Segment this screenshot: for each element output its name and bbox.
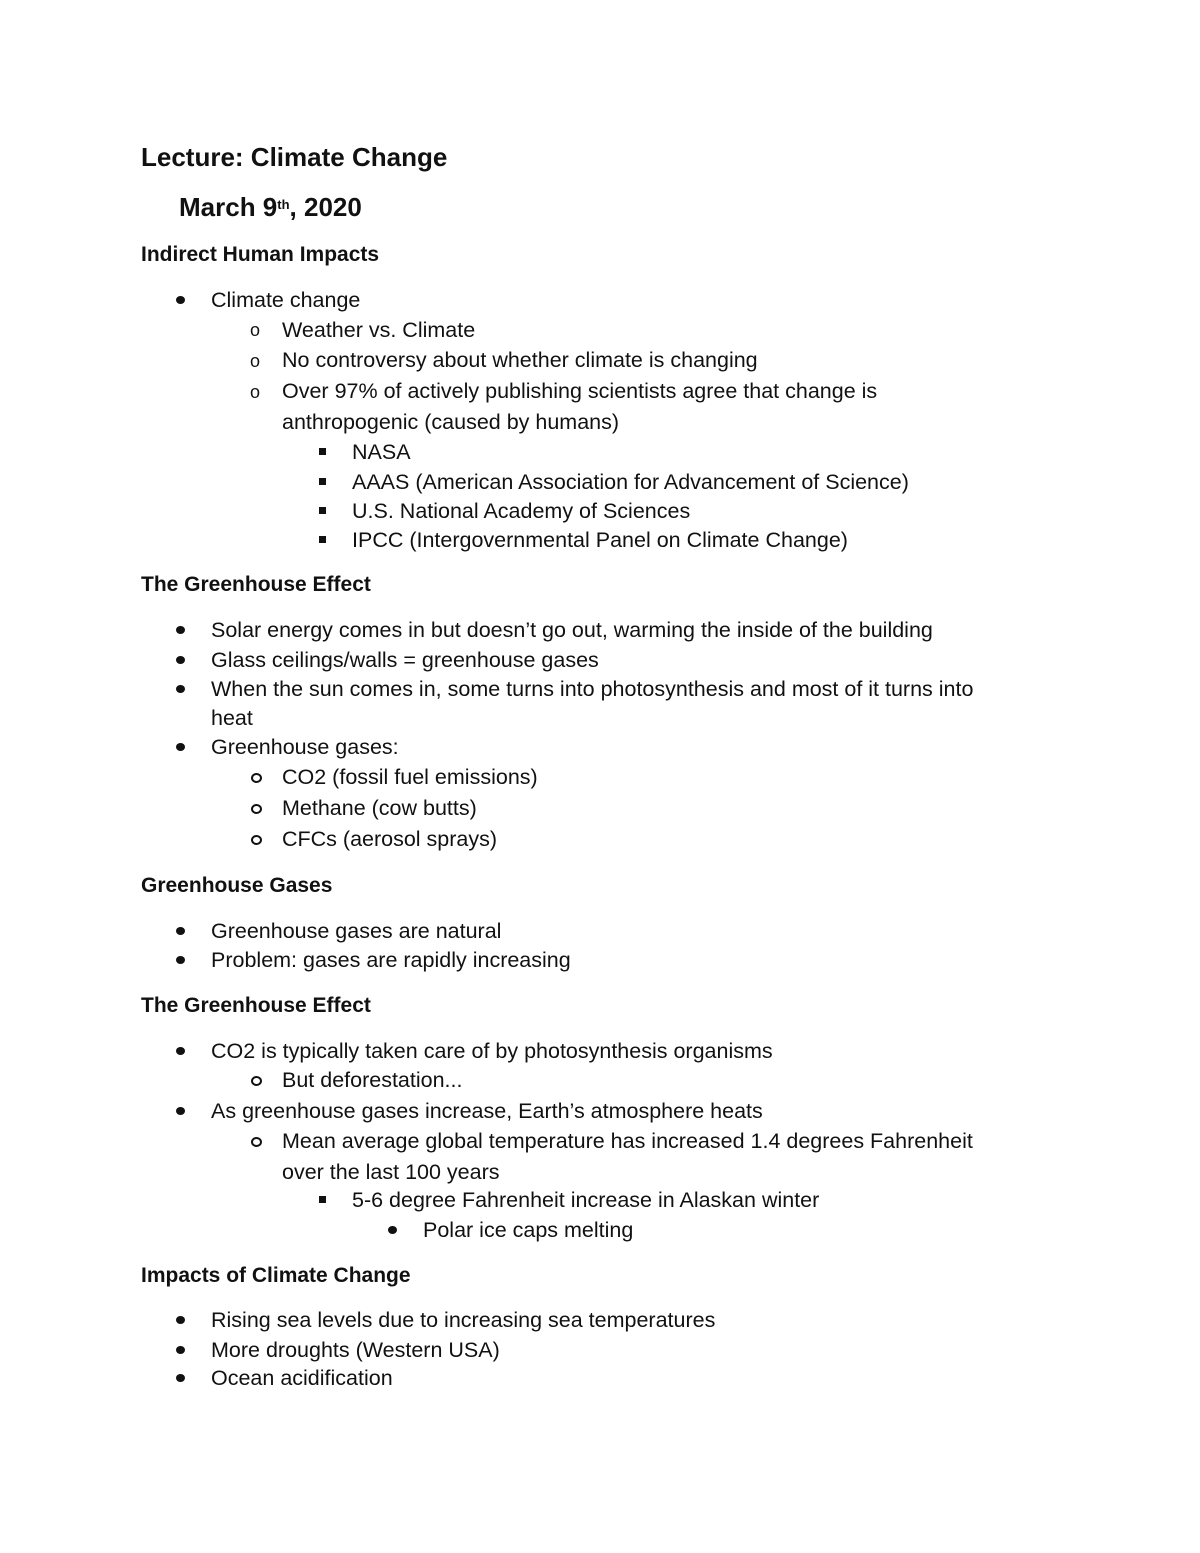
list-item: U.S. National Academy of Sciences: [352, 499, 691, 523]
list-item: No controversy about whether climate is changing: [282, 348, 758, 372]
bullet-disc: [176, 656, 185, 664]
list-item: Problem: gases are rapidly increasing: [211, 948, 571, 972]
bullet-ring: [251, 1137, 262, 1147]
list-item: Climate change: [211, 288, 361, 312]
bullet-disc: [176, 296, 185, 304]
list-item: Over 97% of actively publishing scientists agree that change is: [282, 379, 878, 403]
list-item: But deforestation...: [282, 1068, 463, 1092]
bullet-square: [319, 478, 326, 485]
list-item: Rising sea levels due to increasing sea temperatures: [211, 1308, 716, 1332]
bullet-disc: [388, 1226, 397, 1234]
bullet-disc: [176, 1374, 185, 1382]
bullet-circle: o: [250, 351, 261, 371]
list-item: Greenhouse gases:: [211, 735, 399, 759]
list-item: NASA: [352, 440, 411, 464]
list-item-continuation: anthropogenic (caused by humans): [282, 410, 620, 434]
section-heading: The Greenhouse Effect: [141, 994, 371, 1017]
bullet-circle: o: [250, 320, 261, 340]
bullet-square: [319, 448, 326, 455]
bullet-disc: [176, 1047, 185, 1055]
bullet-circle: o: [250, 382, 261, 402]
bullet-disc: [176, 685, 185, 693]
list-item: Weather vs. Climate: [282, 318, 476, 342]
section-heading: Impacts of Climate Change: [141, 1264, 411, 1287]
bullet-square: [319, 507, 326, 514]
section-heading: The Greenhouse Effect: [141, 573, 371, 596]
bullet-disc: [176, 1346, 185, 1354]
page-title: Lecture: Climate Change: [141, 142, 448, 172]
bullet-ring: [251, 773, 262, 783]
bullet-square: [319, 536, 326, 543]
date-suffix: th: [277, 197, 290, 212]
list-item: CO2 (fossil fuel emissions): [282, 765, 538, 789]
list-item: Greenhouse gases are natural: [211, 919, 502, 943]
list-item-continuation: heat: [211, 706, 253, 730]
list-item: Polar ice caps melting: [423, 1218, 634, 1242]
list-item: Ocean acidification: [211, 1366, 393, 1390]
bullet-disc: [176, 927, 185, 935]
list-item: Methane (cow butts): [282, 796, 477, 820]
list-item: 5-6 degree Fahrenheit increase in Alaskan winter: [352, 1188, 820, 1212]
bullet-ring: [251, 835, 262, 845]
list-item: When the sun comes in, some turns into photosynthesis and most of it turns into: [211, 677, 974, 701]
date-year: , 2020: [289, 192, 362, 222]
bullet-disc: [176, 626, 185, 634]
list-item: Mean average global temperature has increased 1.4 degrees Fahrenheit: [282, 1129, 973, 1153]
bullet-disc: [176, 743, 185, 751]
bullet-disc: [176, 956, 185, 964]
list-item: AAAS (American Association for Advancement of Science): [352, 470, 909, 494]
bullet-square: [319, 1196, 326, 1203]
list-item: IPCC (Intergovernmental Panel on Climate Change): [352, 528, 848, 552]
list-item: CO2 is typically taken care of by photosynthesis organisms: [211, 1039, 773, 1063]
list-item: Solar energy comes in but doesn’t go out, warming the inside of the building: [211, 618, 933, 642]
list-item: More droughts (Western USA): [211, 1338, 500, 1362]
bullet-ring: [251, 1076, 262, 1086]
bullet-ring: [251, 804, 262, 814]
bullet-disc: [176, 1316, 185, 1324]
section-heading: Greenhouse Gases: [141, 874, 333, 897]
list-item: Glass ceilings/walls = greenhouse gases: [211, 648, 599, 672]
list-item-continuation: over the last 100 years: [282, 1160, 500, 1184]
section-heading: Indirect Human Impacts: [141, 243, 380, 266]
bullet-disc: [176, 1107, 185, 1115]
list-item: CFCs (aerosol sprays): [282, 827, 498, 851]
lecture-date: [179, 191, 362, 223]
list-item: As greenhouse gases increase, Earth’s atmosphere heats: [211, 1099, 763, 1123]
date-main: March 9: [179, 192, 278, 222]
